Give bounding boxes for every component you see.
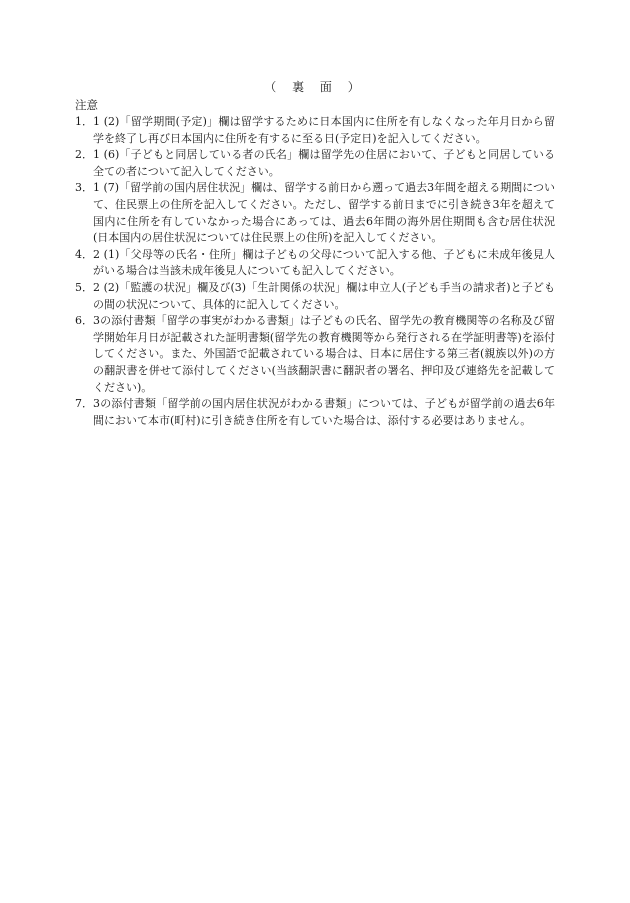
note-text: 2 (1)「父母等の氏名・住所」欄は子どもの父母について記入する他、子どもに未成年後見人がいる場合は当該未成年後見人についても記入してください。 [93, 247, 555, 278]
note-item [75, 147, 555, 180]
notes-heading: 注意 [75, 98, 98, 112]
note-number: 3． [75, 181, 93, 195]
note-text: 2 (2)「監護の状況」欄及び(3)「生計関係の状況」欄は申立人(子ども手当の請求者)と子どもの間の状況について、具体的に記入してください。 [93, 280, 555, 311]
note-number: 2． [75, 148, 93, 162]
note-text: 1 (7)「留学前の国内居住状況」欄は、留学する前日から遡って過去3年間を超える期間について、住民票上の住所を記入してください。ただし、留学する前日までに引き続き3年を超えて国内に住所を有していなかった場合にあっては、過去6年間の海外居住期間も含む居住状況(日本国内の居住状況については住民票上の住所)を記入してください。 [93, 181, 555, 245]
note-text: 1 (6)「子どもと同居している者の氏名」欄は留学先の住居において、子どもと同居している全ての者について記入してください。 [93, 148, 555, 178]
note-text: 3の添付書類「留学の事実がわかる書類」は子どもの氏名、留学先の教育機関等の名称及び留学開始年月日が記載された証明書類(留学先の教育機関等から発行される在学証明書等)を添付してください。また、外国語で記載されている場合は、日本に居住する第三者(親族以外)の方の翻訳書を併せて添付してください(当該翻訳書に翻訳者の署名、押印及び連絡先を記載してください)。 [93, 314, 555, 394]
note-text: 1 (2)「留学期間(予定)」欄は留学するために日本国内に住所を有しなくなった年月日から留学を終了し再び日本国内に住所を有するに至る日(予定日)を記入してください。 [93, 115, 555, 145]
note-item [75, 180, 555, 246]
note-item [75, 396, 555, 429]
note-number: 6． [75, 314, 93, 328]
note-text: 3の添付書類「留学前の国内居住状況がわかる書類」については、子どもが留学前の過去6年間において本市(町村)に引き続き住所を有していた場合は、添付する必要はありません。 [93, 397, 555, 427]
note-number: 7． [75, 397, 93, 411]
note-number: 5． [75, 280, 93, 294]
notes-list [75, 114, 555, 429]
note-item [75, 247, 555, 280]
note-number: 4． [75, 247, 93, 261]
note-number: 1． [75, 115, 93, 128]
note-item [75, 114, 555, 147]
note-item [75, 280, 555, 313]
page-side-title: （ 裏 面 ） [264, 80, 366, 94]
note-item [75, 313, 555, 396]
